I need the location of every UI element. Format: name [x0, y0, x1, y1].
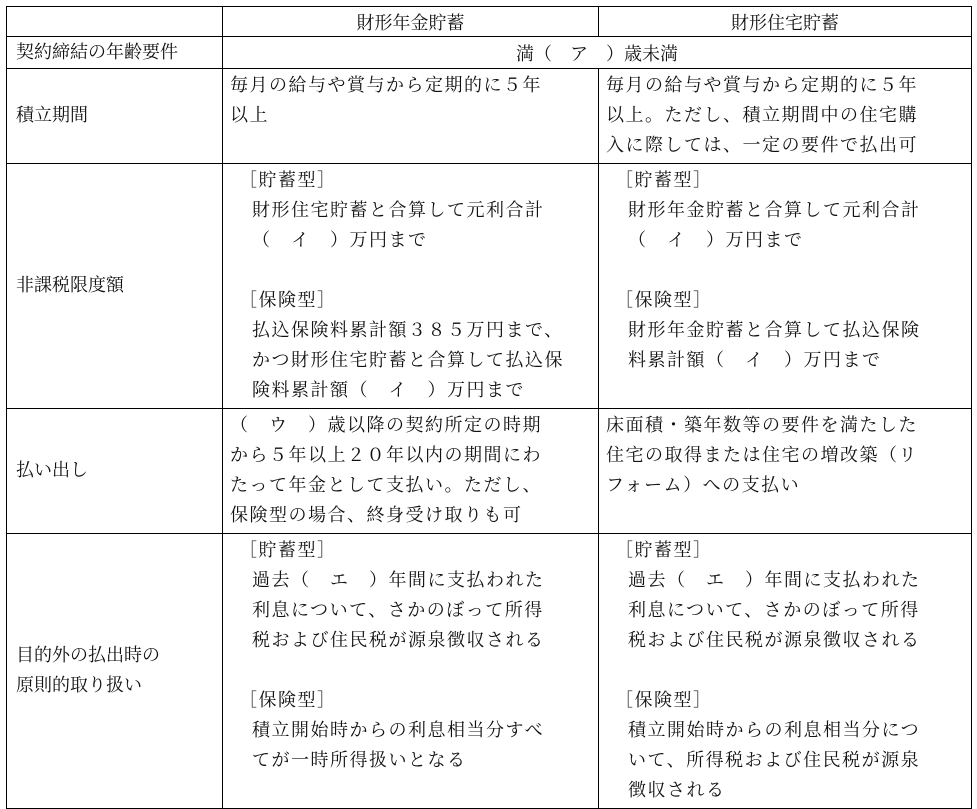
section-title: ［保険型］: [239, 290, 337, 311]
limit-col1: [223, 164, 599, 409]
limit-col2-line: 財形年金貯蓄と合算して払込保険: [628, 320, 921, 341]
header-empty-cell: [7, 7, 223, 37]
limit-col2: [599, 164, 972, 409]
limit-col2-line: 料累計額（ イ ）万円まで: [628, 350, 882, 371]
nonpurpose-col2-line: 徴収される: [628, 780, 726, 801]
withdrawal-row: [7, 409, 972, 534]
withdrawal-col2: [599, 409, 972, 534]
nonpurpose-col2: [599, 534, 972, 809]
header-col2: 財形住宅貯蓄: [599, 7, 972, 37]
section-title: ［貯蓄型］: [615, 540, 713, 561]
nonpurpose-col1-line: 利息について、さかのぼって所得: [252, 600, 544, 621]
withdrawal-label: 払い出し: [7, 409, 223, 534]
period-col2-line: 入に際しては、一定の要件で払出可: [606, 135, 918, 156]
withdrawal-col2-line: 床面積・築年数等の要件を満たした: [606, 415, 918, 436]
withdrawal-col1-line: から５年以上２０年以内の期間にわ: [230, 445, 542, 466]
limit-col1-line: 財形住宅貯蓄と合算して元利合計: [252, 200, 545, 221]
withdrawal-col2-line: 住宅の取得または住宅の増改築（リ: [606, 445, 918, 466]
period-col1-line: 毎月の給与や賞与から定期的に５年: [230, 75, 542, 96]
header-col1: 財形年金貯蓄: [223, 7, 599, 37]
comparison-table: [6, 6, 972, 809]
section-title: ［貯蓄型］: [615, 170, 713, 191]
period-col2: [599, 69, 972, 164]
section-title: ［保険型］: [239, 690, 337, 711]
section-title: ［保険型］: [615, 290, 713, 311]
header-row: [7, 7, 972, 37]
nonpurpose-row: [7, 534, 972, 809]
withdrawal-col1-line: （ ウ ）歳以降の契約所定の時期: [230, 415, 542, 436]
section-title: ［貯蓄型］: [239, 170, 337, 191]
nonpurpose-col1-line: 積立開始時からの利息相当分すべ: [252, 720, 545, 741]
nonpurpose-col2-line: いて、所得税および住民税が源泉: [628, 750, 921, 771]
limit-col2-line: 財形年金貯蓄と合算して元利合計: [628, 200, 921, 221]
age-value: 満（ ア ）歳未満: [223, 37, 972, 69]
nonpurpose-col1-line: てが一時所得扱いとなる: [252, 750, 467, 771]
age-label: 契約締結の年齢要件: [7, 37, 223, 69]
limit-col1-line: 険料累計額（ イ ）万円まで: [252, 380, 525, 401]
nonpurpose-col1-line: 税および住民税が源泉徴収される: [252, 630, 545, 651]
limit-col2-line: （ イ ）万円まで: [628, 230, 804, 251]
nonpurpose-label-line: 目的外の払出時の: [16, 645, 160, 666]
withdrawal-col1: [223, 409, 599, 534]
nonpurpose-col2-line: 利息について、さかのぼって所得: [628, 600, 920, 621]
limit-col1-line: かつ財形住宅貯蓄と合算して払込保: [252, 350, 564, 371]
period-col1: [223, 69, 599, 164]
withdrawal-col1-line: たって年金として支払い。ただし、: [230, 475, 542, 496]
period-col2-line: 以上。ただし、積立期間中の住宅購: [606, 105, 918, 126]
period-row: [7, 69, 972, 164]
nonpurpose-col1-line: 過去（ エ ）年間に支払われた: [252, 570, 545, 591]
nonpurpose-col2-line: 過去（ エ ）年間に支払われた: [628, 570, 921, 591]
withdrawal-col2-line: フォーム）への支払い: [606, 475, 801, 496]
withdrawal-col1-line: 保険型の場合、終身受け取りも可: [230, 505, 523, 526]
period-col2-line: 毎月の給与や賞与から定期的に５年: [606, 75, 918, 96]
nonpurpose-col1: [223, 534, 599, 809]
period-col1-line: 以上: [230, 105, 269, 126]
nonpurpose-col2-line: 積立開始時からの利息相当分につ: [628, 720, 921, 741]
nonpurpose-col2-line: 税および住民税が源泉徴収される: [628, 630, 921, 651]
section-title: ［貯蓄型］: [239, 540, 337, 561]
nonpurpose-label-line: 原則的取り扱い: [16, 675, 142, 696]
limit-label: 非課税限度額: [7, 164, 223, 409]
limit-col1-line: （ イ ）万円まで: [252, 230, 428, 251]
section-title: ［保険型］: [615, 690, 713, 711]
limit-row: [7, 164, 972, 409]
limit-col1-line: 払込保険料累計額３８５万円まで、: [252, 320, 564, 341]
age-row: [7, 37, 972, 69]
nonpurpose-label: [7, 534, 223, 809]
period-label: 積立期間: [7, 69, 223, 164]
